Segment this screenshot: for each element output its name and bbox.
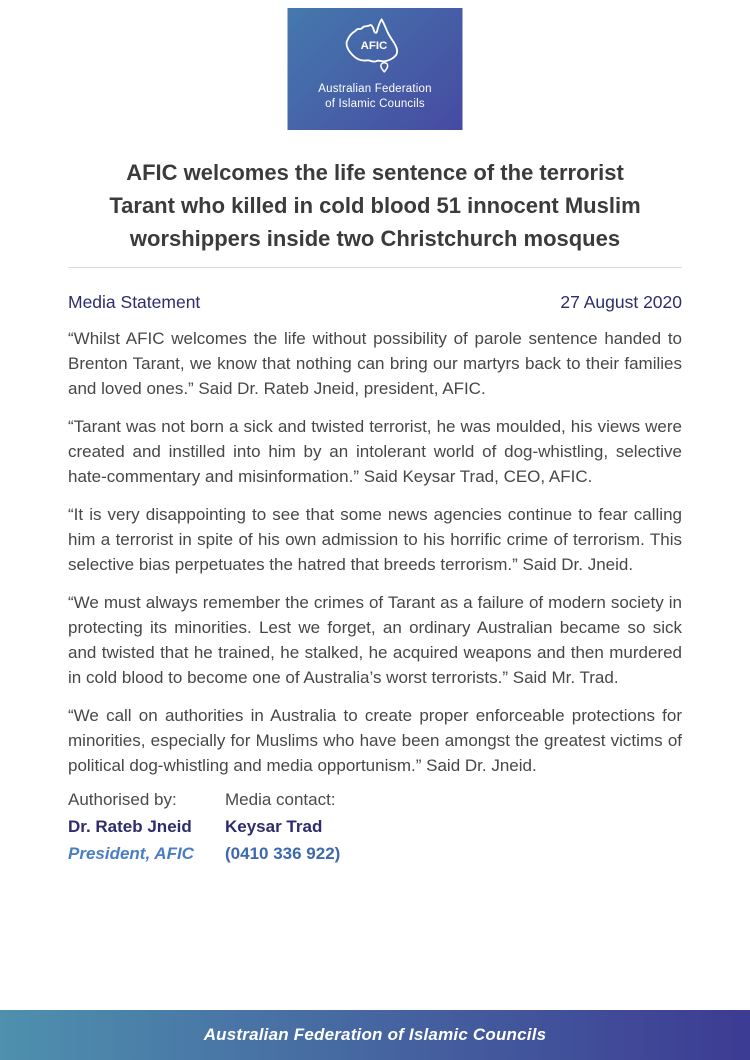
meta-row bbox=[68, 292, 682, 313]
australia-outline-icon bbox=[336, 17, 414, 81]
divider-rule bbox=[68, 267, 682, 268]
paragraph-1: “Whilst AFIC welcomes the life without possibility of parole sentence handed to Brenton Tarant, we know that nothing can bring our martyrs back to their families and loved ones.” Said Dr. Rateb Jneid, president, AFIC. bbox=[68, 329, 682, 398]
paragraph-2: “Tarant was not born a sick and twisted terrorist, he was moulded, his views were created and instilled into him by an intolerant world of dog-whistling, selective hate-commentary and misinformation.” Said Keysar Trad, CEO, AFIC. bbox=[68, 417, 682, 486]
statement-body bbox=[68, 326, 682, 791]
title-line-1: AFIC welcomes the life sentence of the terrorist bbox=[126, 160, 624, 185]
afic-logo bbox=[288, 8, 463, 130]
footer-org-name: Australian Federation of Islamic Councils bbox=[203, 1025, 547, 1044]
footer-bar bbox=[0, 1010, 750, 1060]
authorised-by-title: President, AFIC bbox=[68, 844, 194, 863]
media-contact-phone: (0410 336 922) bbox=[225, 844, 341, 863]
authorised-by-column bbox=[68, 786, 225, 867]
authorised-by-name: Dr. Rateb Jneid bbox=[68, 817, 192, 836]
page-title bbox=[0, 156, 750, 255]
media-contact-column bbox=[225, 786, 340, 867]
authorised-by-label: Authorised by: bbox=[68, 790, 177, 809]
title-line-3: worshippers inside two Christchurch mosques bbox=[129, 226, 621, 251]
paragraph-3: “It is very disappointing to see that some news agencies continue to fear calling him a terrorist in spite of his own admission to his horrific crime of terrorism. This selective bias perpetuates the hatred that breeds terrorism.” Said Dr. Jneid. bbox=[68, 505, 682, 574]
signature-block bbox=[68, 786, 340, 867]
title-line-2: Tarant who killed in cold blood 51 innocent Muslim bbox=[109, 193, 641, 218]
document-date: 27 August 2020 bbox=[560, 292, 682, 312]
media-contact-name: Keysar Trad bbox=[225, 817, 323, 836]
logo-acronym: AFIC bbox=[360, 40, 387, 52]
paragraph-5: “We call on authorities in Australia to create proper enforceable protections for minorities, especially for Muslims who have been amongst the greatest victims of political dog-whistling and media opportunism.” Said Dr. Jneid. bbox=[68, 706, 682, 775]
logo-org-name bbox=[318, 82, 432, 111]
paragraph-4: “We must always remember the crimes of Tarant as a failure of modern society in protecting its minorities. Lest we forget, an ordinary Australian became so sick and twisted that he trained, he stalked, he acquired weapons and then murdered in cold blood to become one of Australia’s worst terrorists.” Said Mr. Trad. bbox=[68, 593, 682, 687]
logo-org-line2: of Islamic Councils bbox=[325, 97, 425, 110]
media-contact-label: Media contact: bbox=[225, 790, 336, 809]
logo-org-line1: Australian Federation bbox=[318, 83, 432, 95]
document-type-label: Media Statement bbox=[68, 292, 201, 312]
